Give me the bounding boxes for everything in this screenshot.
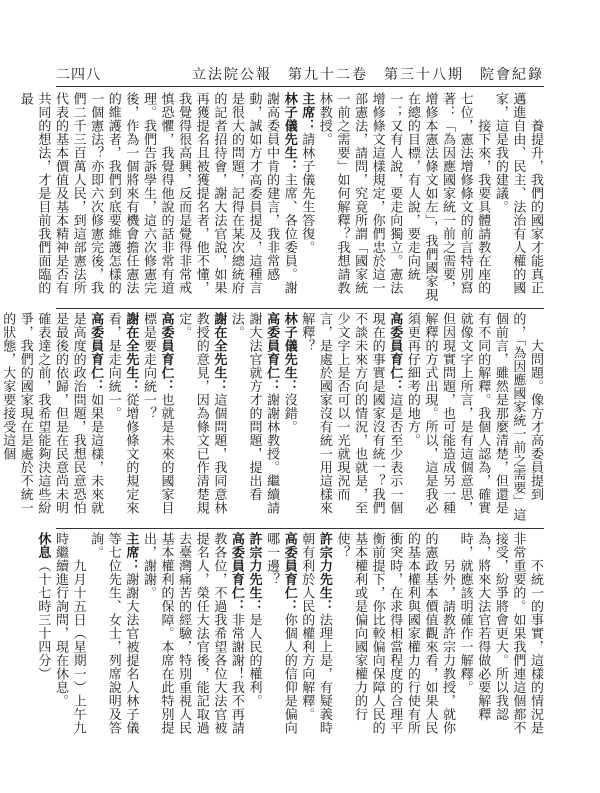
paragraph-text: 這個問題，我同意林教授的意見，因為條文已作清楚規定。	[176, 312, 227, 515]
paragraph-text: 這是否至少表示一個現在的事實是國家沒有統一？我們不談未來方向的情況，也就是，至少文字上是否可以一光就現況而言，是處於國家沒有統一用這樣來解釋？	[299, 312, 403, 515]
paragraph	[175, 312, 228, 524]
text-block-2	[0, 312, 544, 524]
paragraph-text: 主席、各位委員。謝謝高委員中肯的建言，我非常感動，誠如方才高委員提及，這種言是很大的問題，記得在某次總統府的記者招待會，謝大法官說，如果再獲提名且被獲提名者，他不懂，我覺得很高興，反而是覺得非常戒慎恐懼，我覺得他說的話非常有道理。我們告訴學生，這六次修憲完後，作為一個將來有機會擔任憲法的維護者，我們到底要維護怎樣的一個憲法？亦即六次修憲完後，我們二千三百萬人民，到這部憲法所代表的基本價值及基本精神是否有共同的想法，才是目前我們面臨的最	[17, 92, 297, 295]
speaker-label: 休息	[35, 532, 51, 559]
page-header	[56, 64, 544, 84]
speaker-label: 高委員育仁：	[264, 312, 280, 393]
header-rule	[56, 86, 544, 87]
text-block-1	[17, 92, 544, 304]
paragraph-text: 不統一的事實，這樣的情況是非常重要的。如果我們連這個都不接受，紛爭將會更大。所以我認為，將來大法官若得做必要解釋時，就應該明確作一解釋。	[457, 532, 543, 735]
speaker-label: 主席：	[123, 532, 139, 573]
speaker-label: 謝在全先生：	[211, 312, 227, 393]
paragraph-text: （十七時三十四分）	[35, 559, 51, 681]
paragraph-text: 非常謝謝！我不再請教各位，不過我希望各位大法官被提名人，榮任大法官後，能記取過去臺灣痛苦的經驗，特別重視人民基本權利的保障。本席在此特別提出，謝謝。	[140, 532, 244, 735]
paragraph	[104, 312, 139, 524]
paragraph	[280, 312, 298, 524]
speaker-label: 林子儀先生：	[281, 312, 297, 393]
paragraph-text: 請林子儀先生答復。	[299, 132, 315, 254]
paragraph	[51, 532, 86, 744]
speaker-label: 高委員育仁：	[88, 312, 104, 393]
section-divider-1	[56, 308, 544, 309]
paragraph	[16, 92, 298, 304]
speaker-label: 高委員育仁：	[387, 312, 403, 393]
speaker-label: 高委員育仁：	[158, 312, 174, 393]
paragraph	[245, 532, 263, 744]
paragraph	[298, 312, 404, 524]
section-divider-2	[56, 528, 544, 529]
paragraph	[298, 532, 333, 744]
speaker-label: 高委員育仁：	[281, 532, 297, 613]
paragraph	[333, 532, 456, 744]
paragraph	[227, 312, 280, 524]
paragraph	[456, 532, 544, 744]
paragraph	[298, 92, 316, 304]
speaker-label: 高委員育仁：	[228, 532, 244, 613]
speaker-label: 林子儀先生：	[281, 92, 297, 173]
paragraph	[315, 92, 491, 304]
journal-title: 立法院公報 第九十二卷 第三十八期 院會紀錄	[192, 67, 544, 83]
paragraph	[263, 532, 298, 744]
paragraph	[0, 312, 104, 524]
speaker-label: 主席：	[299, 92, 315, 133]
paragraph-text: 九月十五日（星期一）上午九時繼續進行詢問，現在休息。	[52, 532, 86, 735]
paragraph-text: 法理上是，有疑義時朝有利於人民的權利方向解釋。	[299, 532, 332, 735]
paragraph-text: 沒錯。	[281, 393, 297, 434]
paragraph	[139, 532, 245, 744]
paragraph-text: 你個人的信仰是偏向哪一邊？	[264, 532, 297, 735]
page-number: 二四八	[56, 67, 101, 83]
paragraph-text: 是人民的權利。	[246, 613, 262, 708]
paragraph	[491, 92, 544, 304]
paragraph-text: 從增修條文的規定來看，是走向統一。	[105, 312, 139, 515]
paragraph-text: 謝謝大法官被提名人林子儀等七位先生、女士，列席說明及答詢。	[88, 532, 139, 735]
paragraph	[139, 312, 174, 524]
text-block-3	[35, 532, 544, 744]
paragraph-text: 如果是這樣，未來就是高度的政治問題，我想民意恐怕是最後的依歸，但是在民意尚未明確表達之前，我希望能夠決這些紛爭，我們的國家現在是處於不統一的狀態，大家要接受這個	[0, 312, 104, 515]
paragraph-text: 接下來，我要具體請教在座的七位，憲法增修條文的前言特別寫著：「為因應國家統一前之需要，增修本憲法條文如左」，我們國家現在總的目標，有人說，要走向統一；又有人說，要走向獨立。憲法增修條文這樣規定，你們忠於這一部憲法，請問，究竟所謂「國家統一前之需要」如何解釋？我想請教林教授。	[316, 92, 491, 302]
paragraph-text: 養提升，我們的國家才能真正邁進自由、民主、法治有人權的國家，這是我的建議。	[492, 92, 543, 295]
paragraph-text: 也就是未來的國家目標是要走向統一？	[140, 312, 174, 515]
paragraph	[34, 532, 52, 744]
paragraph-text: 謝謝林教授。繼續請謝大法官就方才的問題，提出看法。	[228, 312, 280, 515]
speaker-label: 許宗力先生：	[246, 532, 262, 613]
speaker-label: 許宗力先生：	[316, 532, 332, 613]
paragraph	[87, 532, 140, 744]
paragraph-text: 另外，請教許宗力教授，就你的憲政基本價值觀來看，如果人民的基本權利與國家權力的行使有所衝突時，在求得相當程度的合理平衡前提下，你比較偏向保障人民的基本權利或是偏向國家權力的行使？	[334, 532, 456, 735]
speaker-label: 謝在全先生：	[123, 312, 139, 393]
paragraph	[403, 312, 544, 524]
paragraph-text: 大問題。像方才高委員提到的，「為因應國家統一前之需要」這個前言，雖然是那麼清楚，但還是有不同的解釋。我個人認為，確實就像文字上所言，是有這個意思，但因現實問題，也可能造成另一種解釋的方式出現。所以，這是我必須更再仔細考的地方。	[404, 312, 543, 522]
